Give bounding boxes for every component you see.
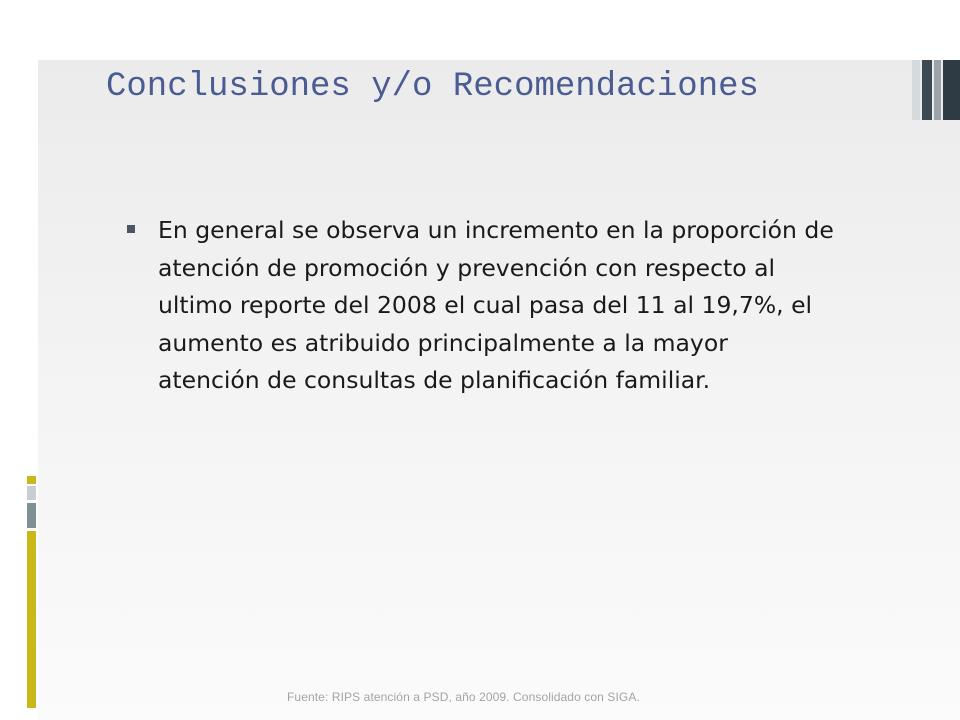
slide-title: Conclusiones y/o Recomendaciones (106, 68, 759, 106)
decorative-bar-left (27, 531, 36, 708)
slide-top-margin (0, 0, 960, 60)
decorative-bar-left (27, 486, 36, 500)
decorative-bar-left (27, 476, 36, 484)
decorative-bar-left (27, 503, 36, 528)
decorative-bar-top-right (943, 60, 960, 120)
source-footnote: Fuente: RIPS atención a PSD, año 2009. Consolidado con SIGA. (287, 690, 640, 704)
decorative-bar-top-right (912, 60, 920, 120)
decorative-bar-top-right (934, 60, 941, 120)
square-bullet-icon (127, 225, 135, 233)
decorative-bar-top-right (922, 60, 932, 120)
bullet-text: En general se observa un incremento en la proporción de atención de promoción y prevención con respecto al ultimo reporte del 2008 el cual pasa del 11 al 19,7%, el aumento es atribuido principalmente a la mayor atención de consultas de planificación familiar. (158, 216, 834, 394)
